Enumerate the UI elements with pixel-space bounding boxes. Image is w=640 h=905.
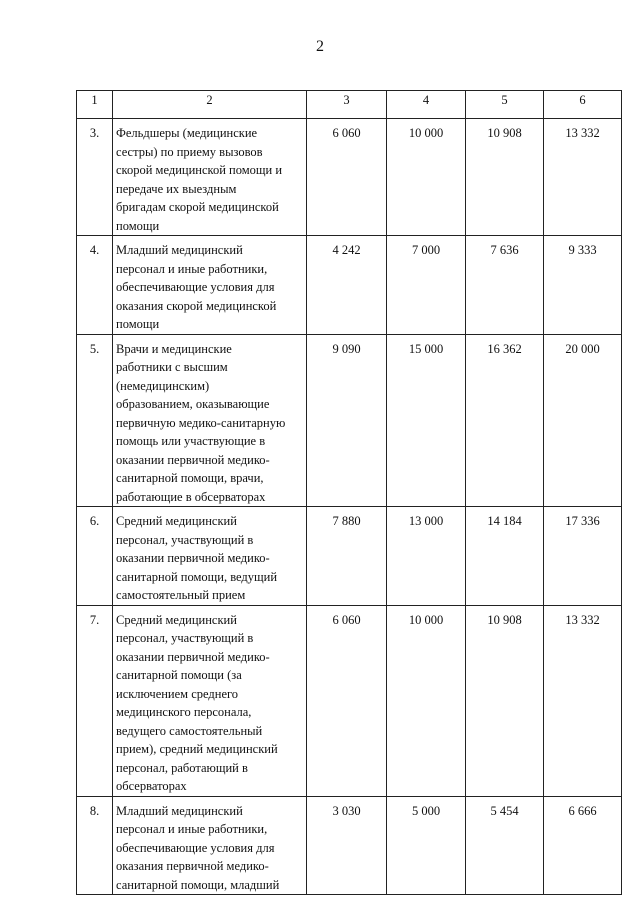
category-name	[113, 334, 307, 507]
category-line: бригадам скорой медицинской	[116, 200, 279, 214]
value-col-5: 16 362	[466, 334, 544, 507]
value-col-5: 10 908	[466, 605, 544, 796]
category-line: обеспечивающие условия для	[116, 840, 275, 855]
value-col-6: 13 332	[544, 605, 622, 796]
value-col-6: 13 332	[544, 119, 622, 236]
column-header: 1	[77, 91, 113, 119]
category-line: оказании первичной медико-	[116, 649, 270, 664]
value-col-5: 7 636	[466, 236, 544, 335]
category-line: оказании первичной медико-	[116, 551, 270, 565]
category-line: персонал и иные работники,	[116, 822, 268, 836]
table-row	[77, 119, 622, 236]
category-line: персонал, участвующий в	[116, 532, 254, 547]
category-line: обсерваторах	[116, 779, 187, 793]
category-line: передаче их выездным	[116, 181, 237, 196]
value-col-6: 20 000	[544, 334, 622, 507]
category-line: персонал, участвующий в	[116, 631, 254, 645]
row-number: 5.	[77, 334, 113, 507]
category-name	[113, 796, 307, 895]
category-line: работники с высшим	[116, 360, 228, 374]
category-line: оказания скорой медицинской	[116, 298, 277, 313]
row-number: 6.	[77, 507, 113, 606]
table-row	[77, 236, 622, 335]
value-col-5: 5 454	[466, 796, 544, 895]
category-line: работающие в обсерваторах	[116, 489, 266, 504]
category-line: медицинского персонала,	[116, 705, 252, 719]
table-row	[77, 605, 622, 796]
category-line: Средний медицинский	[116, 612, 237, 627]
category-line: первичную медико-санитарную	[116, 415, 286, 430]
category-line: Врачи и медицинские	[116, 341, 232, 356]
category-name	[113, 507, 307, 606]
row-number: 4.	[77, 236, 113, 335]
category-line: санитарной помощи, младший	[116, 877, 280, 892]
category-line: ведущего самостоятельный	[116, 723, 263, 738]
page-number: 2	[316, 38, 324, 55]
value-col-4: 7 000	[387, 236, 466, 335]
value-col-3: 3 030	[307, 796, 387, 895]
value-col-4: 10 000	[387, 119, 466, 236]
value-col-3: 7 880	[307, 507, 387, 606]
category-line: персонал, работающий в	[116, 760, 248, 775]
table-row	[77, 507, 622, 606]
value-col-5: 14 184	[466, 507, 544, 606]
category-name	[113, 119, 307, 236]
category-line: обеспечивающие условия для	[116, 280, 275, 294]
category-line: оказания первичной медико-	[116, 859, 269, 873]
value-col-3: 6 060	[307, 605, 387, 796]
table-row	[77, 796, 622, 895]
column-header: 3	[307, 91, 387, 119]
category-line: Средний медицинский	[116, 514, 237, 528]
category-line: (немедицинским)	[116, 378, 210, 393]
value-col-4: 13 000	[387, 507, 466, 606]
table-row	[77, 334, 622, 507]
category-line: помощи	[116, 317, 160, 331]
row-number: 7.	[77, 605, 113, 796]
value-col-3: 9 090	[307, 334, 387, 507]
row-number: 3.	[77, 119, 113, 236]
value-col-5: 10 908	[466, 119, 544, 236]
table-header-row	[77, 91, 622, 119]
category-line: Фельдшеры (медицинские	[116, 126, 258, 140]
category-line: помощь или участвующие в	[116, 434, 266, 448]
column-header: 6	[544, 91, 622, 119]
category-line: санитарной помощи (за	[116, 668, 242, 682]
category-line: санитарной помощи, врачи,	[116, 471, 264, 485]
category-line: сестры) по приему вызовов	[116, 144, 263, 159]
row-number: 8.	[77, 796, 113, 895]
column-header: 2	[113, 91, 307, 119]
payments-table	[76, 90, 622, 895]
value-col-3: 6 060	[307, 119, 387, 236]
category-line: исключением среднего	[116, 686, 239, 701]
category-line: самостоятельный прием	[116, 588, 246, 602]
value-col-6: 17 336	[544, 507, 622, 606]
category-line: образованием, оказывающие	[116, 397, 270, 411]
category-name	[113, 236, 307, 335]
value-col-3: 4 242	[307, 236, 387, 335]
category-name	[113, 605, 307, 796]
value-col-6: 6 666	[544, 796, 622, 895]
column-header: 4	[387, 91, 466, 119]
category-line: прием), средний медицинский	[116, 742, 278, 756]
category-line: Младший медицинский	[116, 803, 243, 818]
category-line: помощи	[116, 218, 160, 233]
value-col-4: 15 000	[387, 334, 466, 507]
category-line: оказании первичной медико-	[116, 452, 270, 467]
value-col-4: 10 000	[387, 605, 466, 796]
category-line: персонал и иные работники,	[116, 261, 268, 276]
column-header: 5	[466, 91, 544, 119]
category-line: санитарной помощи, ведущий	[116, 569, 278, 584]
category-line: скорой медицинской помощи и	[116, 163, 283, 177]
category-line: Младший медицинский	[116, 243, 243, 257]
value-col-4: 5 000	[387, 796, 466, 895]
value-col-6: 9 333	[544, 236, 622, 335]
